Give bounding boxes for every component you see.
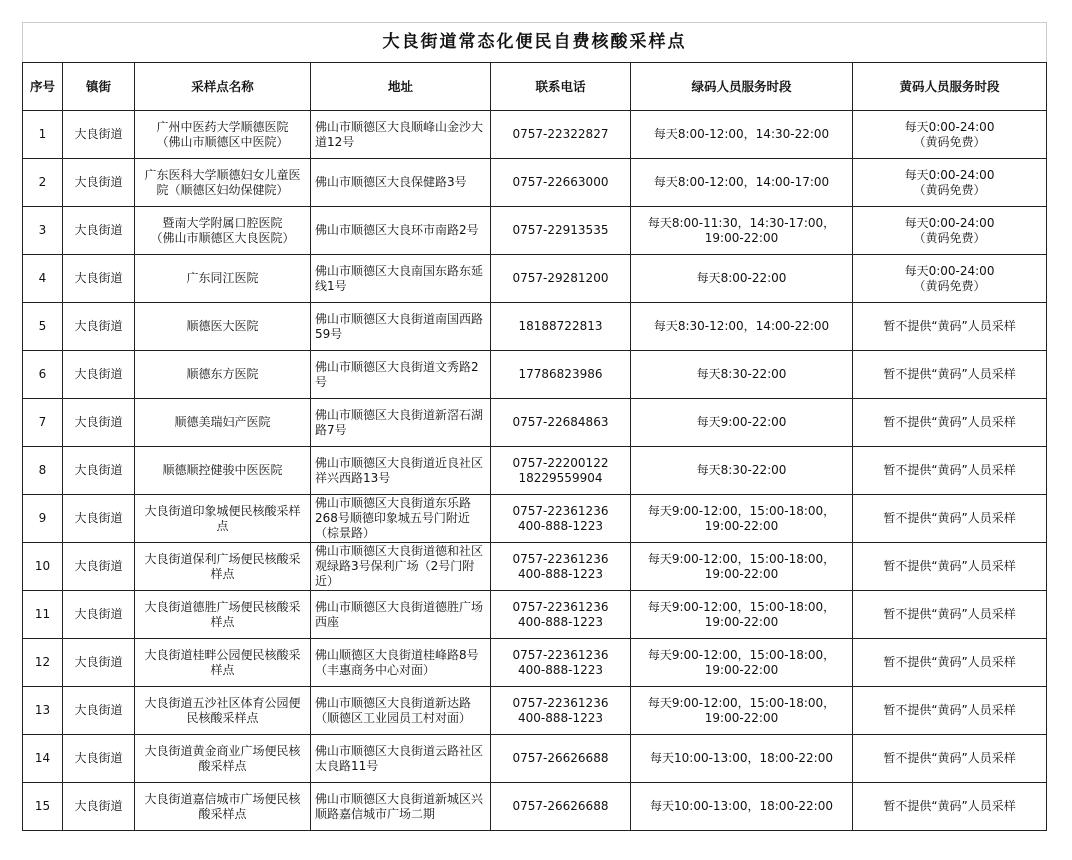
table-row [23,303,1047,351]
row-address: 佛山市顺德区大良南国东路东延线1号 [311,255,491,303]
row-green-hours: 每天10:00-13:00，18:00-22:00 [631,735,853,783]
row-green-hours: 每天8:00-11:30，14:30-17:00， 19:00-22:00 [631,207,853,255]
row-yellow-hours: 暂不提供“黄码”人员采样 [853,351,1047,399]
row-address: 佛山市顺德区大良街道文秀路2号 [311,351,491,399]
row-town: 大良街道 [63,207,135,255]
row-phone: 0757-26626688 [491,783,631,831]
row-address: 佛山市顺德区大良街道近良社区祥兴西路13号 [311,447,491,495]
row-yellow-hours: 每天0:00-24:00 （黄码免费） [853,255,1047,303]
row-green-hours: 每天9:00-12:00，15:00-18:00， 19:00-22:00 [631,543,853,591]
row-phone: 0757-22361236 400-888-1223 [491,639,631,687]
row-yellow-hours: 暂不提供“黄码”人员采样 [853,735,1047,783]
table-row [23,207,1047,255]
table-row [23,159,1047,207]
row-phone: 0757-22684863 [491,399,631,447]
row-yellow-hours: 每天0:00-24:00 （黄码免费） [853,207,1047,255]
row-address: 佛山市顺德区大良街道新滘石湖路7号 [311,399,491,447]
row-address: 佛山市顺德区大良顺峰山金沙大道12号 [311,111,491,159]
row-address: 佛山市顺德区大良街道新城区兴顺路嘉信城市广场二期 [311,783,491,831]
row-town: 大良街道 [63,159,135,207]
row-green-hours: 每天8:00-22:00 [631,255,853,303]
row-number: 14 [23,735,63,783]
row-address: 佛山市顺德区大良街道德和社区观绿路3号保利广场（2号门附近） [311,543,491,591]
row-green-hours: 每天9:00-22:00 [631,399,853,447]
row-green-hours: 每天8:00-12:00，14:30-22:00 [631,111,853,159]
row-town: 大良街道 [63,447,135,495]
row-phone: 0757-26626688 [491,735,631,783]
row-yellow-hours: 暂不提供“黄码”人员采样 [853,399,1047,447]
row-number: 7 [23,399,63,447]
row-address: 佛山市顺德区大良街道云路社区太良路11号 [311,735,491,783]
row-yellow-hours: 暂不提供“黄码”人员采样 [853,495,1047,543]
sampling-sites-table [22,22,1047,831]
table-row [23,351,1047,399]
header-row [23,63,1047,111]
header-site-name: 采样点名称 [135,63,311,111]
row-number: 15 [23,783,63,831]
table-title: 大良街道常态化便民自费核酸采样点 [23,23,1047,63]
row-number: 2 [23,159,63,207]
row-phone: 0757-22361236 400-888-1223 [491,495,631,543]
row-green-hours: 每天10:00-13:00，18:00-22:00 [631,783,853,831]
row-site-name: 顺德顺控健骏中医医院 [135,447,311,495]
row-town: 大良街道 [63,687,135,735]
row-site-name: 顺德东方医院 [135,351,311,399]
table-row [23,399,1047,447]
row-yellow-hours: 暂不提供“黄码”人员采样 [853,639,1047,687]
row-phone: 0757-22200122 18229559904 [491,447,631,495]
row-address: 佛山市顺德区大良街道新达路（顺德区工业园员工村对面） [311,687,491,735]
row-town: 大良街道 [63,543,135,591]
row-site-name: 广东医科大学顺德妇女儿童医院（顺德区妇幼保健院） [135,159,311,207]
row-yellow-hours: 每天0:00-24:00 （黄码免费） [853,159,1047,207]
row-yellow-hours: 每天0:00-24:00 （黄码免费） [853,111,1047,159]
table-row [23,111,1047,159]
row-site-name: 暨南大学附属口腔医院 （佛山市顺德区大良医院） [135,207,311,255]
row-number: 10 [23,543,63,591]
row-site-name: 广州中医药大学顺德医院 （佛山市顺德区中医院） [135,111,311,159]
table-row [23,591,1047,639]
row-site-name: 大良街道德胜广场便民核酸采样点 [135,591,311,639]
row-site-name: 大良街道嘉信城市广场便民核酸采样点 [135,783,311,831]
header-address: 地址 [311,63,491,111]
row-town: 大良街道 [63,255,135,303]
row-number: 9 [23,495,63,543]
row-site-name: 大良街道印象城便民核酸采样点 [135,495,311,543]
row-yellow-hours: 暂不提供“黄码”人员采样 [853,687,1047,735]
header-phone: 联系电话 [491,63,631,111]
row-phone: 18188722813 [491,303,631,351]
row-phone: 0757-22361236 400-888-1223 [491,687,631,735]
row-town: 大良街道 [63,399,135,447]
table-row [23,783,1047,831]
row-number: 1 [23,111,63,159]
row-yellow-hours: 暂不提供“黄码”人员采样 [853,543,1047,591]
row-yellow-hours: 暂不提供“黄码”人员采样 [853,783,1047,831]
row-phone: 0757-22361236 400-888-1223 [491,591,631,639]
row-green-hours: 每天9:00-12:00，15:00-18:00， 19:00-22:00 [631,591,853,639]
row-green-hours: 每天8:00-12:00，14:00-17:00 [631,159,853,207]
row-site-name: 顺德美瑞妇产医院 [135,399,311,447]
table-row [23,495,1047,543]
row-site-name: 顺德医大医院 [135,303,311,351]
row-number: 5 [23,303,63,351]
table-row [23,447,1047,495]
table-row [23,735,1047,783]
row-town: 大良街道 [63,591,135,639]
row-green-hours: 每天8:30-22:00 [631,447,853,495]
row-site-name: 大良街道黄金商业广场便民核酸采样点 [135,735,311,783]
sampling-sites-sheet [22,22,1046,831]
row-town: 大良街道 [63,735,135,783]
row-phone: 0757-29281200 [491,255,631,303]
row-number: 3 [23,207,63,255]
header-no: 序号 [23,63,63,111]
row-green-hours: 每天9:00-12:00，15:00-18:00， 19:00-22:00 [631,687,853,735]
row-address: 佛山市顺德区大良街道东乐路268号顺德印象城五号门附近（棕景路） [311,495,491,543]
row-phone: 0757-22913535 [491,207,631,255]
header-town: 镇街 [63,63,135,111]
row-phone: 0757-22361236 400-888-1223 [491,543,631,591]
title-row [23,23,1047,63]
row-address: 佛山市顺德区大良保健路3号 [311,159,491,207]
row-phone: 0757-22663000 [491,159,631,207]
row-number: 6 [23,351,63,399]
row-yellow-hours: 暂不提供“黄码”人员采样 [853,591,1047,639]
table-row [23,543,1047,591]
row-address: 佛山市顺德区大良街道德胜广场西座 [311,591,491,639]
table-row [23,255,1047,303]
row-town: 大良街道 [63,639,135,687]
row-phone: 0757-22322827 [491,111,631,159]
row-green-hours: 每天8:30-22:00 [631,351,853,399]
table-row [23,687,1047,735]
row-number: 8 [23,447,63,495]
row-green-hours: 每天8:30-12:00，14:00-22:00 [631,303,853,351]
row-town: 大良街道 [63,111,135,159]
row-address: 佛山市顺德区大良环市南路2号 [311,207,491,255]
row-town: 大良街道 [63,351,135,399]
row-green-hours: 每天9:00-12:00，15:00-18:00， 19:00-22:00 [631,639,853,687]
row-site-name: 大良街道保利广场便民核酸采样点 [135,543,311,591]
row-yellow-hours: 暂不提供“黄码”人员采样 [853,447,1047,495]
row-number: 4 [23,255,63,303]
row-town: 大良街道 [63,303,135,351]
table-row [23,639,1047,687]
row-site-name: 大良街道五沙社区体育公园便民核酸采样点 [135,687,311,735]
row-yellow-hours: 暂不提供“黄码”人员采样 [853,303,1047,351]
row-address: 佛山顺德区大良街道桂峰路8号（丰惠商务中心对面） [311,639,491,687]
row-number: 12 [23,639,63,687]
row-green-hours: 每天9:00-12:00，15:00-18:00， 19:00-22:00 [631,495,853,543]
row-site-name: 大良街道桂畔公园便民核酸采样点 [135,639,311,687]
row-number: 13 [23,687,63,735]
row-town: 大良街道 [63,495,135,543]
row-town: 大良街道 [63,783,135,831]
row-phone: 17786823986 [491,351,631,399]
row-site-name: 广东同江医院 [135,255,311,303]
row-address: 佛山市顺德区大良街道南国西路59号 [311,303,491,351]
header-green-hours: 绿码人员服务时段 [631,63,853,111]
row-number: 11 [23,591,63,639]
header-yellow-hours: 黄码人员服务时段 [853,63,1047,111]
